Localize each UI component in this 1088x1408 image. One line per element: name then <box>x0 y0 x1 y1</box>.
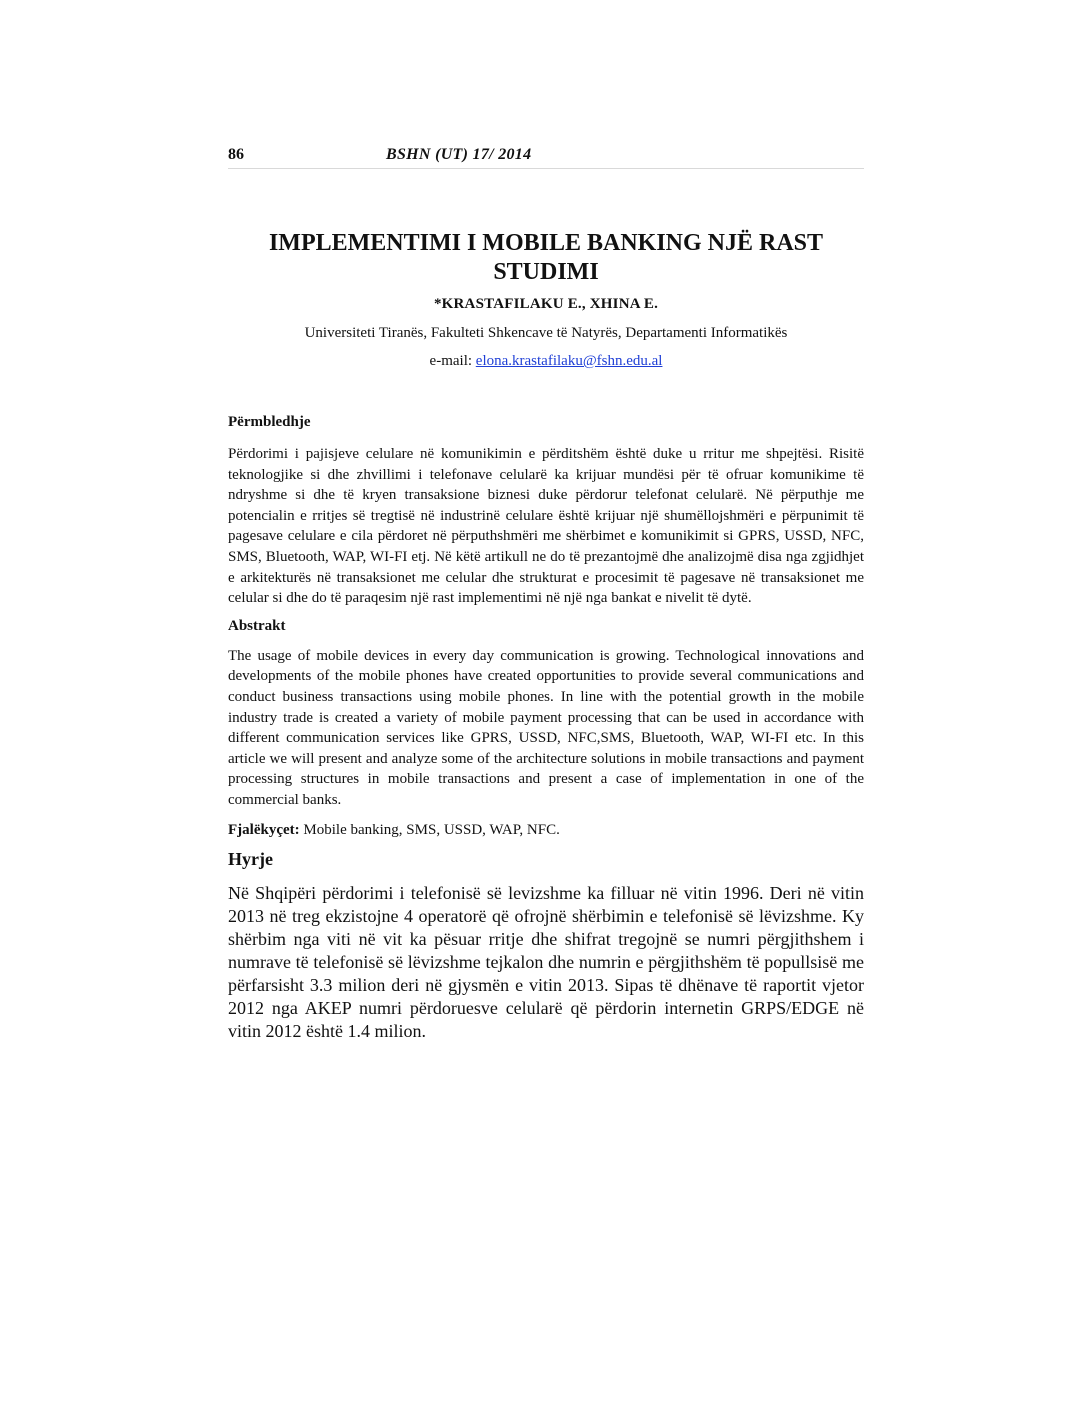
page-number: 86 <box>228 146 244 163</box>
keywords-label: Fjalëkyçet: <box>228 821 300 838</box>
article-authors: *KRASTAFILAKU E., XHINA E. <box>433 296 659 312</box>
keywords-text: Mobile banking, SMS, USSD, WAP, NFC. <box>299 821 560 838</box>
hyrje-paragraph: Në Shqipëri përdorimi i telefonisë së levizshme ka filluar në vitin 1996. Deri në vitin 2013 në treg ekzistojne 4 operatorë që ofrojnë shërbimin e telefonisë së lëvizshme. Ky shërbim nga viti në vit ka pësuar rritje dhe shifrat tregojnë se numri përgjithshem i numrave të telefonisë së lëvizshme tejkalon dhe numrin e përgjithshëm të popullsisë me përfarsisht 3.3 milion deri në gjysmën e vitin 2013. Sipas të dhënave të raportit vjetor 2012 nga AKEP numri përdoruesve celularë që përdorin internetin GRPS/EDGE në vitin 2012 është 1.4 milion. <box>228 882 864 1041</box>
running-header <box>228 140 864 169</box>
author-affiliation: Universiteti Tiranës, Fakulteti Shkencave të Natyrës, Departamenti Informatikës <box>304 325 788 341</box>
section-heading-permbledhje: Përmbledhje <box>228 414 311 430</box>
article-title: IMPLEMENTIMI I MOBILE BANKING NJË RAST STUDIMI <box>268 230 824 285</box>
section-heading-abstrakt: Abstrakt <box>228 617 286 634</box>
permbledhje-paragraph: Përdorimi i pajisjeve celulare në komunikimin e përditshëm është duke u rritur me shpejtësi. Risitë teknologjike si dhe zhvillimi i telefonave celularë ka krijuar mundësi për të ofruar komunikime të ndryshme si dhe të kryen transaksione biznesi duke përdorur telefonat celularë. Në përputhje me potencialin e rritjes së tregtisë në industrinë celulare është krijuar një shumëllojshmëri e përpunimit të pagesave celulare e cila përdoret në përputhshmëri me shërbimet e komunikimit si GPRS, USSD, NFC, SMS, Bluetooth, WAP, WI-FI etj. Në këtë artikull ne do të prezantojmë dhe analizojmë disa nga zgjidhjet e arkitekturës në transaksionet me celular dhe strukturat e procesimit të pagesave në transaksionet me celular si dhe do të paraqesim një rast implementimi në një nga bankat e nivelit të dytë. <box>228 446 864 607</box>
email-link[interactable]: elona.krastafilaku@fshn.edu.al <box>475 353 663 369</box>
email-line <box>228 353 864 370</box>
section-heading-hyrje: Hyrje <box>228 848 273 869</box>
email-label: e-mail: <box>429 353 476 369</box>
article-page <box>228 140 864 1061</box>
abstrakt-paragraph: The usage of mobile devices in every day communication is growing. Technological innovations and developments of the mobile phones have created opportunities to provide several communications and conduct business transactions using mobile phones. In line with the potential growth in the mobile industry trade is created a variety of mobile payment processing that can be used in accordance with different communication services like GPRS, USSD, NFC,SMS, Bluetooth, WAP, WI-FI etc. In this article we will present and analyze some of the architecture solutions in mobile transactions and payment processing structures in mobile transactions and present a case of implementation in one of the commercial banks. <box>228 647 864 808</box>
keywords-line <box>228 822 864 839</box>
journal-reference: BSHN (UT) 17/ 2014 <box>386 146 532 163</box>
